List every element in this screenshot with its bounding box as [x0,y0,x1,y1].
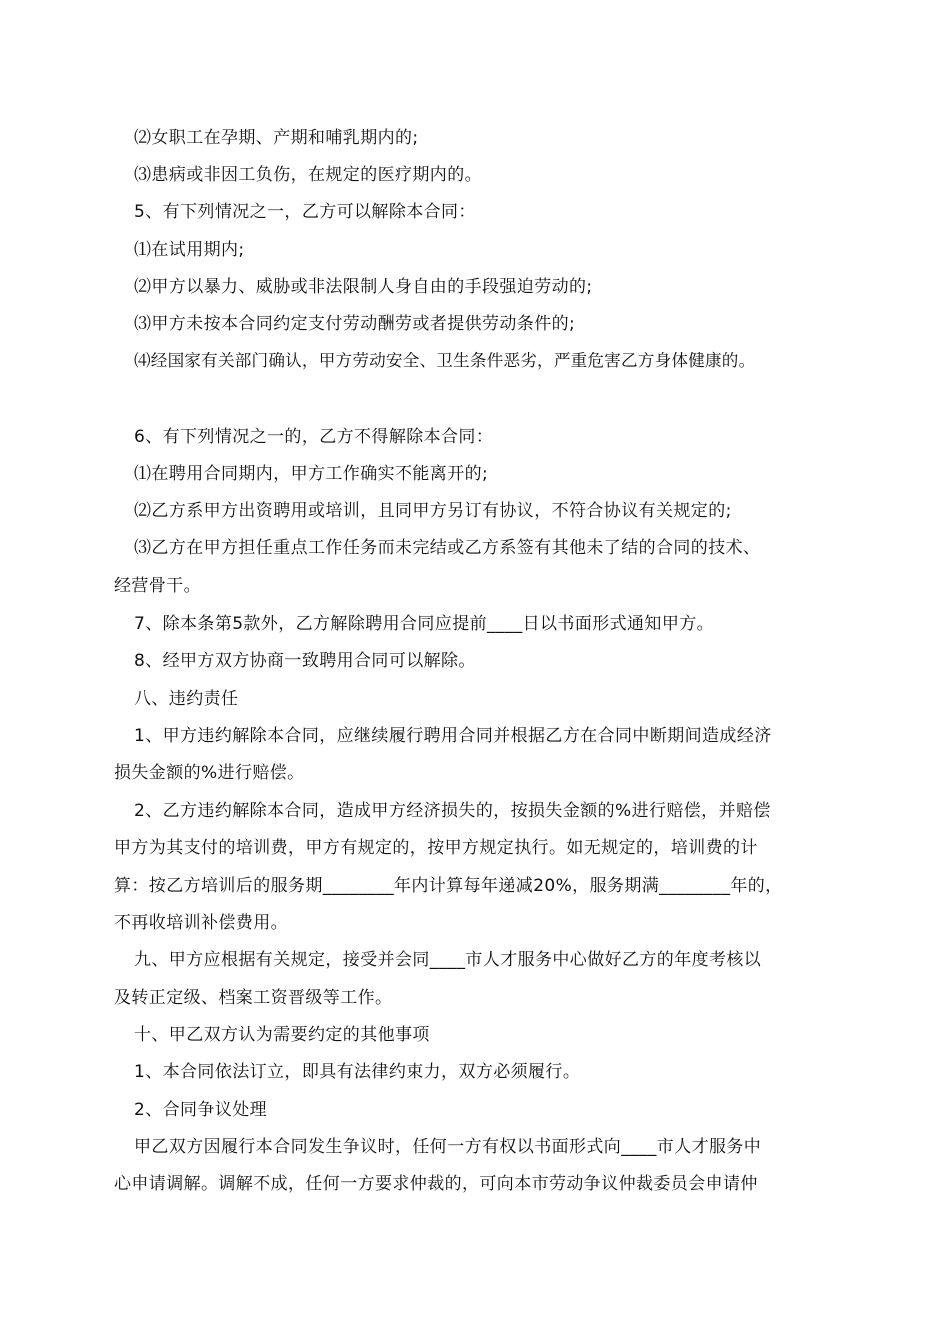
text-line: ⑶甲方未按本合同约定支付劳动酬劳或者提供劳动条件的; [134,314,576,334]
text-line: 经营骨干。 [114,576,201,596]
text-line: ⑴在聘用合同期内，甲方工作确实不能离开的; [134,464,489,484]
text-line: 不再收培训补偿费用。 [114,913,288,933]
text-line: 算：按乙方培训后的服务期________年内计算每年递减20%，服务期满________年的， [114,876,783,896]
text-line: 2、合同争议处理 [134,1100,268,1120]
text-line: ⑷经国家有关部门确认，甲方劳动安全、卫生条件恶劣，严重危害乙方身体健康的。 [134,351,756,370]
text-line: 1、甲方违约解除本合同，应继续履行聘用合同并根据乙方在合同中断期间造成经济 [134,726,772,746]
text-line: 6、有下列情况之一的，乙方不得解除本合同： [134,427,494,447]
section-heading: 十、甲乙双方认为需要约定的其他事项 [134,1025,430,1045]
text-line: ⑵女职工在孕期、产期和哺乳期内的; [134,128,419,148]
text-line: ⑶乙方在甲方担任重点工作任务而未完结或乙方系签有其他未了结的合同的技术、 [134,538,761,558]
text-line: 及转正定级、档案工资晋级等工作。 [114,988,393,1008]
text-line: 损失金额的%进行赔偿。 [114,763,305,783]
text-line: 心申请调解。调解不成，任何一方要求仲裁的，可向本市劳动争议仲裁委员会申请仲 [114,1174,758,1194]
text-line: 2、乙方违约解除本合同，造成甲方经济损失的，按损失金额的%进行赔偿，并赔偿 [134,801,771,821]
text-line: ⑵甲方以暴力、威胁或非法限制人身自由的手段强迫劳动的; [134,277,593,297]
text-line: 7、除本条第5款外，乙方解除聘用合同应提前____日以书面形式通知甲方。 [134,614,715,634]
text-line: ⑶患病或非因工负伤，在规定的医疗期内的。 [134,165,482,185]
text-line: 1、本合同依法订立，即具有法律约束力，双方必须履行。 [134,1062,581,1082]
section-heading: 九、甲方应根据有关规定，接受并会同____市人才服务中心做好乙方的年度考核以 [134,950,762,970]
section-heading: 八、违约责任 [134,689,239,709]
text-line: ⑴在试用期内; [134,240,245,260]
text-line: 5、有下列情况之一，乙方可以解除本合同： [134,202,476,222]
text-line: 甲方为其支付的培训费，甲方有规定的，按甲方规定执行。如无规定的，培训费的计 [114,838,758,858]
text-line: ⑵乙方系甲方出资聘用或培训，且同甲方另订有协议，不符合协议有关规定的; [134,501,732,521]
text-line: 甲乙双方因履行本合同发生争议时，任何一方有权以书面形式向____市人才服务中 [134,1137,762,1157]
text-line: 8、经甲方双方协商一致聘用合同可以解除。 [134,651,476,671]
